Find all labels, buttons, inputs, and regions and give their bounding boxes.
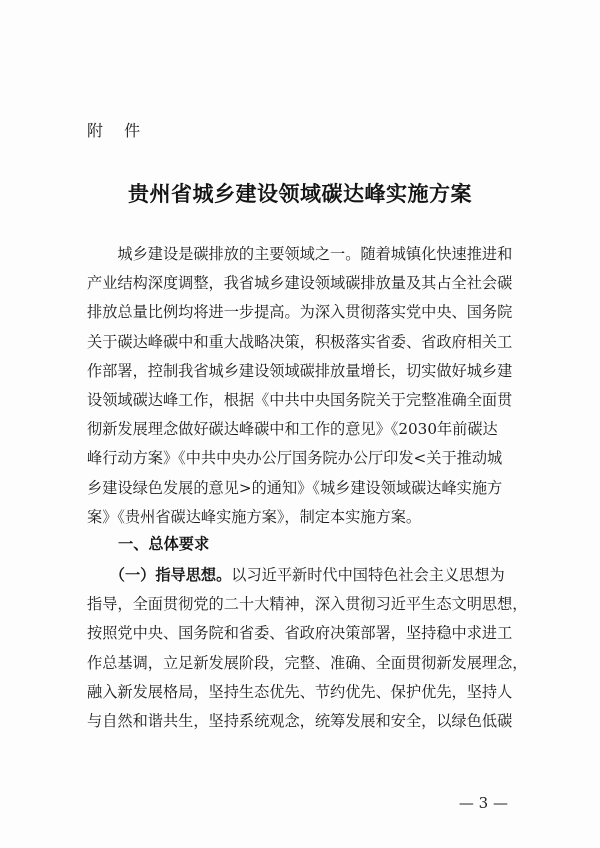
paragraph-line: 作部署，控制我省城乡建设领域碳排放量增长，切实做好城乡建 [87,361,513,380]
subsection-lead: （一）指导思想。 [117,566,232,584]
paragraph-line: 乡建设绿色发展的意见>的通知》《城乡建设领域碳达峰实施方 [87,478,503,497]
attachment-label: 附 件 [87,121,149,140]
paragraph-line: 峰行动方案》《中共中央办公厅国务院办公厅印发<关于推动城 [87,449,503,468]
document-title: 贵州省城乡建设领域碳达峰实施方案 [128,182,472,206]
paragraph-line: 城乡建设是碳排放的主要领域之一。随着城镇化快速推进和 [87,245,513,263]
paragraph-line: 指导，全面贯彻党的二十大精神，深入贯彻习近平生态文明思想， [87,595,527,614]
paragraph-line: 按照党中央、国务院和省委、省政府决策部署，坚持稳中求进工 [87,624,513,643]
paragraph-line: 关于碳达峰碳中和重大战略决策，积极落实省委、省政府相关工 [87,332,513,351]
paragraph-line: 与自然和谐共生，坚持系统观念，统筹发展和安全，以绿色低碳 [87,712,513,731]
paragraph-line: 作总基调，立足新发展阶段，完整、准确、全面贯彻新发展理念， [87,653,527,672]
paragraph-line: 设领域碳达峰工作，根据《中共中央国务院关于完整准确全面贯 [87,391,513,410]
section-heading: 一、总体要求 [118,535,210,553]
paragraph-line: 融入新发展格局，坚持生态优先、节约优先、保护优先，坚持人 [87,682,513,701]
paragraph-line: 彻新发展理念做好碳达峰碳中和工作的意见》《2030年前碳达 [87,420,498,439]
page-number: — 3 — [458,794,508,812]
paragraph-line: 案》《贵州省碳达峰实施方案》，制定本实施方案。 [87,507,422,526]
guiding-ideology-paragraph [87,561,527,736]
paragraph-line: 排放总量比例均将进一步提高。为深入贯彻落实党中央、国务院 [87,303,513,322]
paragraph-line-rest: 以习近平新时代中国特色社会主义思想为 [231,566,505,584]
paragraph-line [87,561,527,590]
paragraph-line: 产业结构深度调整，我省城乡建设领域碳排放量及其占全社会碳 [87,274,513,293]
intro-paragraph [87,240,527,532]
